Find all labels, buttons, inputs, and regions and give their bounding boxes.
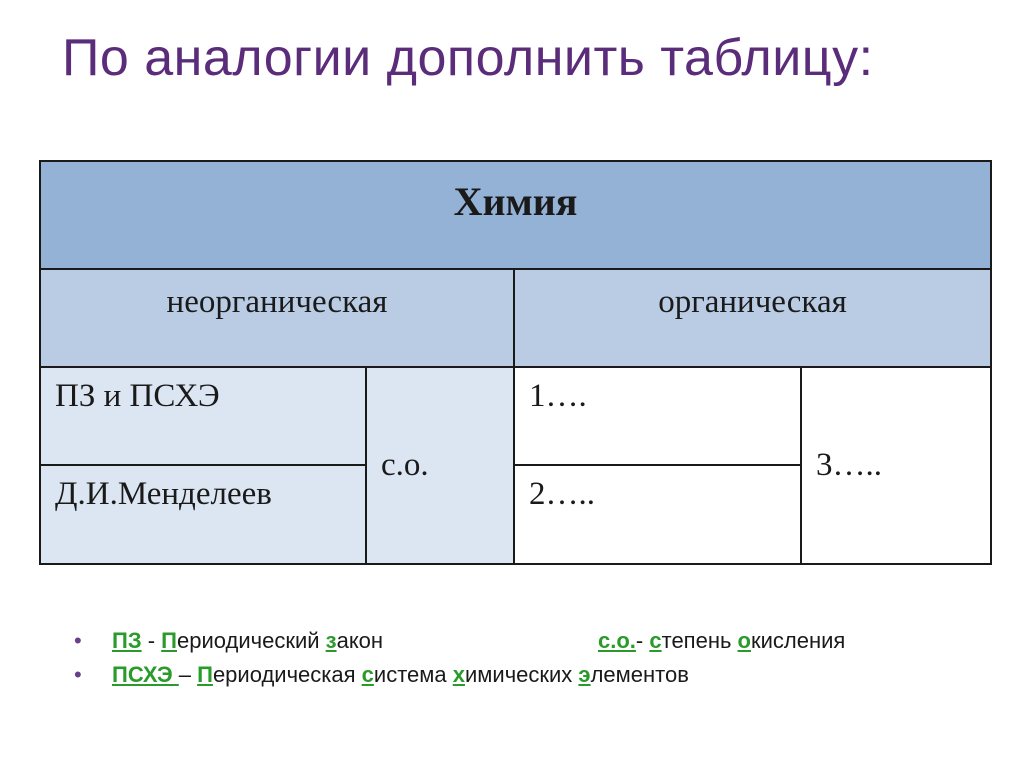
- note-word: имических: [464, 662, 579, 687]
- note-initial: о: [737, 628, 751, 653]
- abbreviation-notes: [74, 628, 846, 696]
- bullet-icon: •: [74, 628, 82, 653]
- cell-item-2: [514, 465, 801, 564]
- note-line-1: [74, 628, 846, 662]
- note-sep: -: [635, 628, 650, 653]
- note-initial: с: [649, 628, 662, 653]
- page-title: По аналогии дополнить таблицу:: [62, 29, 874, 87]
- note-word: истема: [373, 662, 453, 687]
- cell-mendeleev-text: Д.И.Менделеев: [55, 476, 272, 512]
- table-header-chemistry: [40, 161, 991, 269]
- cell-mendeleev: [40, 465, 366, 564]
- bullet-icon: •: [74, 662, 82, 687]
- note-initial: з: [325, 628, 337, 653]
- note-sep: –: [178, 662, 198, 687]
- note-word: тепень: [661, 628, 738, 653]
- cell-item-2-text: 2…..: [529, 476, 595, 512]
- cell-so: [366, 367, 514, 564]
- note-word: кисления: [751, 628, 846, 653]
- note-initial: э: [578, 662, 591, 687]
- cell-so-text: с.о.: [381, 447, 429, 483]
- subheader-organic: [514, 269, 991, 367]
- cell-item-3-text: 3…..: [816, 447, 882, 483]
- note-word: акон: [336, 628, 384, 653]
- cell-pz-psxe-text: ПЗ и ПСХЭ: [55, 378, 220, 414]
- cell-item-1: [514, 367, 801, 465]
- note-initial: П: [197, 662, 213, 687]
- subheader-inorganic: [40, 269, 514, 367]
- cell-item-1-text: 1….: [529, 378, 587, 414]
- cell-pz-psxe: [40, 367, 366, 465]
- cell-item-3: [801, 367, 991, 564]
- note-initial: с: [361, 662, 374, 687]
- note-abbr-psxe: ПСХЭ: [112, 662, 179, 687]
- note-abbr-so: с.о.: [598, 628, 636, 653]
- header-label: Химия: [453, 179, 578, 224]
- note-word: ериодический: [176, 628, 326, 653]
- note-sep: -: [141, 628, 162, 653]
- note-so-definition: [598, 628, 845, 654]
- subheader-organic-label: органическая: [658, 284, 847, 320]
- note-line-2: [74, 662, 689, 696]
- note-word: ериодическая: [212, 662, 362, 687]
- note-abbr-pz: ПЗ: [112, 628, 142, 653]
- note-initial: П: [161, 628, 177, 653]
- note-word: лементов: [590, 662, 689, 687]
- note-initial: х: [452, 662, 465, 687]
- subheader-inorganic-label: неорганическая: [166, 284, 388, 320]
- chemistry-table: [39, 160, 992, 565]
